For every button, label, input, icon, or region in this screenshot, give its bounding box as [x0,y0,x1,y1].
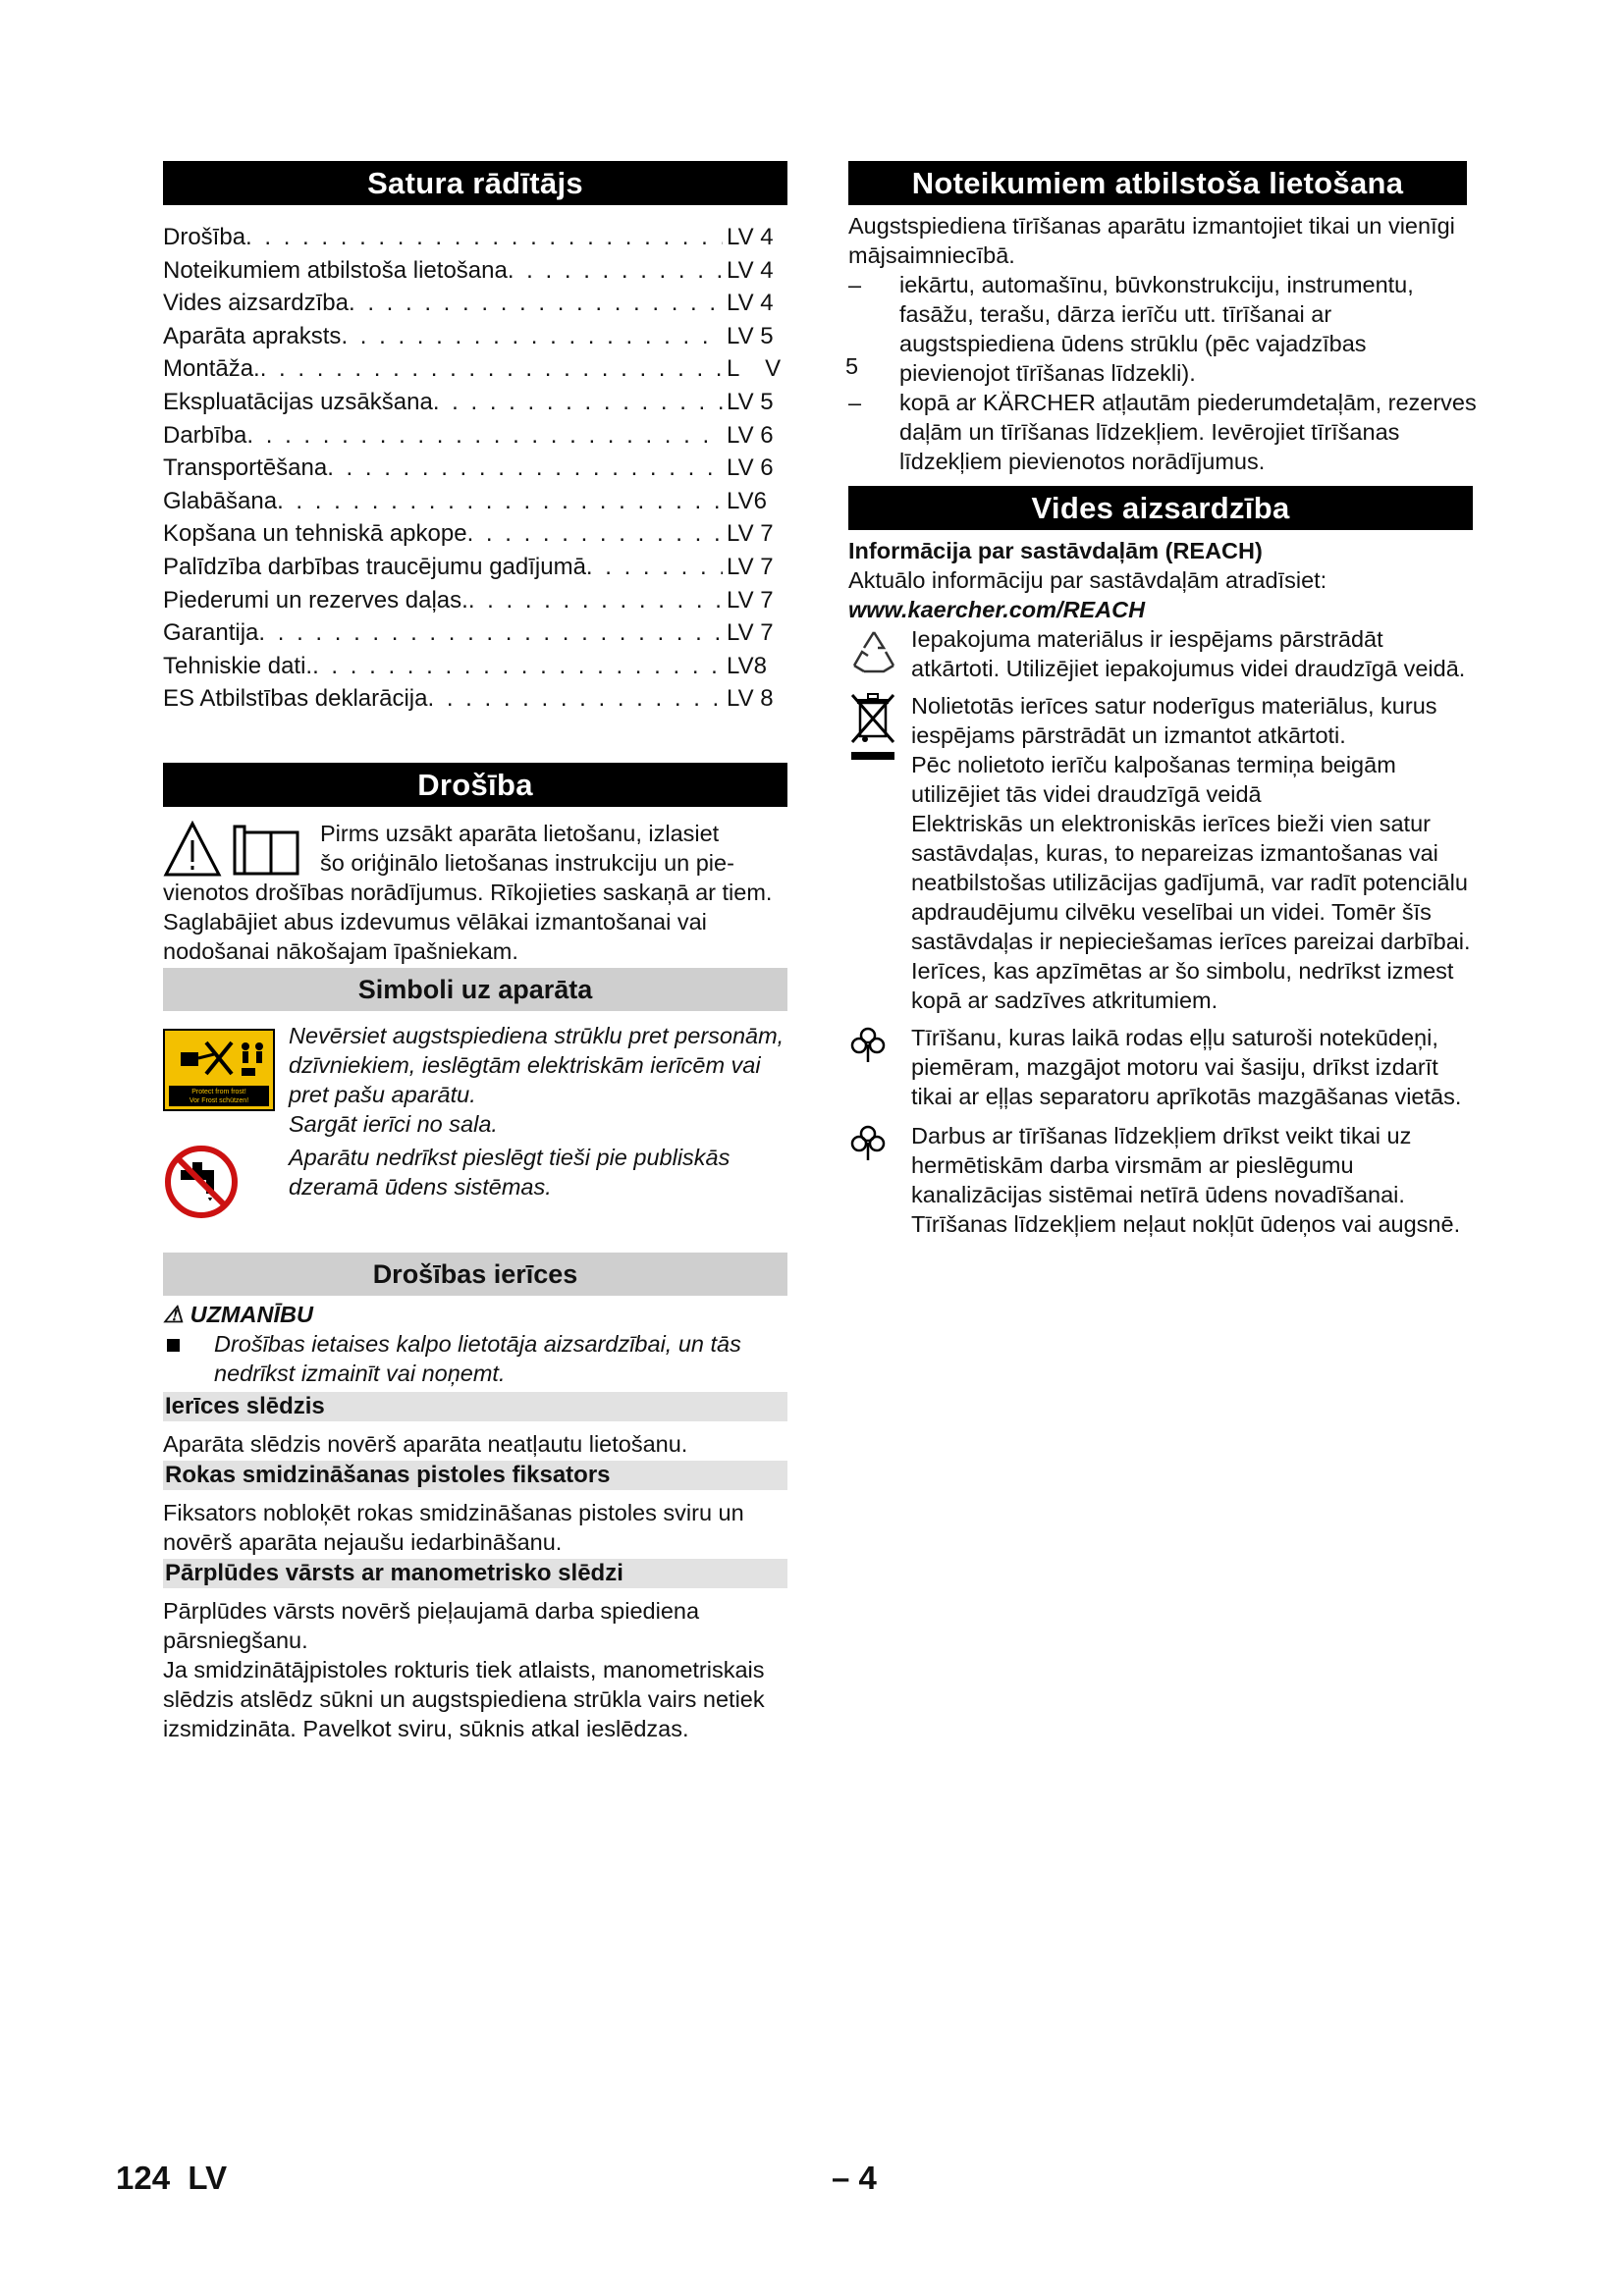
toc-entry-page: LV 4 [727,290,774,317]
crossed-bin-icon [848,691,899,769]
footer-page-number: – 4 [832,2160,877,2196]
toc-entry [163,386,787,419]
weee-note [848,691,1477,1015]
caution-item [163,1329,787,1388]
bullet-square-icon [163,1329,214,1388]
weee-text-1: Nolietotās ierīces satur noderīgus materiālus, kurus iespējams pārstrādāt un izmantot atkārtoti. [911,693,1437,748]
toc-entry [163,485,787,518]
gun-lock-text: Fiksators nobloķēt rokas smidzināšanas pistoles sviru un novērš aparāta nejaušu iedarbināšanu. [163,1499,744,1555]
detergent-note [848,1121,1477,1239]
overflow-valve-text-1: Pārplūdes vārsts novērš pieļaujamā darba spiediena pārsniegšanu. [163,1597,700,1653]
device-switch-heading: Ierīces slēdzis [163,1392,787,1421]
dash-marker: – [848,390,862,415]
safety-heading: Drošība [163,763,787,807]
overflow-valve-heading: Pārplūdes vārsts ar manometrisko slēdzi [163,1559,787,1588]
no-drinking-water-connection-icon [163,1143,242,1226]
toc-entry-title: Transportēšana [163,454,328,482]
toc-heading: Satura rādītājs [163,161,787,205]
safety-intro [163,819,787,966]
toc-entry-page: LV8 [727,652,767,679]
usage-item-2-text: kopā ar KÄRCHER atļautām piederumdetaļām, rezerves daļām un tīrīšanas līdzekļiem. Ievērojiet tīrīšanas līdzekļiem pievienotos norādījumus. [899,390,1477,474]
usage-item-1 [848,270,1477,388]
toc-entry [163,287,787,320]
toc-entry [163,584,787,617]
toc-entry-page: L V [727,355,782,383]
reach-text: Aktuālo informāciju par sastāvdaļām atradīsiet: [848,567,1327,593]
toc-leader-dots [433,386,723,419]
weee-text-3: Elektriskās un elektroniskās ierīces bieži vien satur sastāvdaļas, kuras, to nepareizas izmantošanas vai neatbilstošas utilizācijas gadījumā, var radīt potenciālu apdraudējumu cilvēku veselībai un videi. Tomēr šīs sastāvdaļas ir nepieciešamas ierīces pareizai darbībai. Ierīces, kas apzīmētas ar šo simbolu, nedrīkst izmest kopā ar sadzīves atkritumiem. [911,811,1471,1013]
recycle-note [848,624,1477,683]
usage-margin-mark: 5 [845,353,859,379]
toc-entry-page: LV 7 [727,553,774,580]
toc-entry-title: Kopšana un tehniskā apkope [163,520,467,548]
toc-entry [163,254,787,288]
toc-entry [163,320,787,353]
left-column [163,161,787,1743]
oil-text: Tīrīšanu, kuras laikā rodas eļļu saturoši notekūdeņi, piemēram, mazgājot motoru vai šasiju, drīkst izdarīt tikai ar eļļas separatoru aprīkotās mazgāšanas vietās. [911,1025,1462,1109]
toc-list [163,221,787,716]
toc-entry [163,650,787,683]
toc-leader-dots [468,584,723,617]
toc-leader-dots [586,551,723,584]
toc-leader-dots [245,221,723,254]
toc-entry-title: ES Atbilstības deklarācija [163,685,428,713]
usage-item-2 [848,388,1477,476]
toc-entry-title: Glabāšana [163,487,278,514]
toc-leader-dots [427,682,723,716]
toc-leader-dots [341,320,723,353]
toc-entry-title: Noteikumiem atbilstoša lietošana [163,256,508,284]
toc-entry [163,551,787,584]
toc-entry-page: LV 8 [727,685,774,713]
detergent-text: Darbus ar tīrīšanas līdzekļiem drīkst veikt tikai uz hermētiskām darba virsmām ar pieslēgumu kanalizācijas sistēmai netīrā ūdens novadīšanai. Tīrīšanas līdzekļiem neļaut nokļūt ūdeņos vai augsnē. [911,1123,1461,1237]
right-column [845,161,1477,1239]
toc-entry-page: LV 5 [727,388,774,415]
weee-text-2: Pēc nolietoto ierīču kalpošanas termiņa beigām utilizējiet tās videi draudzīgā veidā [911,752,1396,807]
usage-item-1-text: iekārtu, automašīnu, būvkonstrukciju, instrumentu, fasāžu, terašu, dārza ierīču utt. tīrīšanai ar augstspiediena ūdens strūklu (pēc vajadzības pievienojot tīrīšanas līdzekli). [899,272,1414,386]
toc-leader-dots [246,419,723,453]
toc-entry-page: LV 7 [727,619,774,647]
toc-entry [163,352,787,386]
reach-heading: Informācija par sastāvdaļām (REACH) [848,538,1263,563]
recycle-text: Iepakojuma materiālus ir iespējams pārstrādāt atkārtoti. Utilizējiet iepakojumus videi draudzīgā veidā. [911,626,1466,681]
caution-text: Drošības ietaises kalpo lietotāja aizsardzībai, un tās nedrīkst izmainīt vai noņemt. [214,1330,741,1386]
toc-entry-title: Vides aizsardzība [163,290,349,317]
toc-entry-page: LV 7 [727,520,774,548]
toc-leader-dots [277,485,723,518]
toc-entry-page: LV 4 [727,256,774,284]
caution-line [163,1300,787,1329]
toc-leader-dots [327,452,723,485]
toc-leader-dots [312,650,723,683]
toc-leader-dots [260,352,723,386]
toc-entry-title: Piederumi un rezerves daļas. [163,586,468,614]
toc-entry-page: LV 7 [727,586,774,614]
toc-entry-title: Montāža. [163,355,260,383]
symbol-2 [163,1143,787,1221]
toc-entry-title: Tehniskie dati. [163,652,313,679]
symbol-1-text: Nevērsiet augstspiediena strūklu pret personām, dzīvniekiem, ieslēgtām elektriskām ierīcēm vai pret pašu aparātu. [289,1022,785,1107]
toc-entry [163,517,787,551]
frost-label-1: Protect from frost! [191,1088,246,1095]
toc-entry-page: LV 5 [727,322,774,349]
toc-entry [163,616,787,650]
environment-heading: Vides aizsardzība [848,486,1473,530]
caution-label: UZMANĪBU [189,1301,313,1327]
toc-leader-dots [467,517,723,551]
oil-note [848,1023,1477,1111]
environment-tree-icon [850,1123,886,1169]
reach-url: www.kaercher.com/REACH [848,597,1146,622]
symbol-1 [163,1021,787,1139]
toc-entry-title: Darbība [163,421,247,449]
symbols-heading: Simboli uz aparāta [163,968,787,1011]
usage-heading: Noteikumiem atbilstoša lietošana [848,161,1467,205]
safety-devices-heading: Drošības ierīces [163,1253,787,1296]
no-spray-frost-icon [163,1029,275,1116]
environment-tree-icon [850,1025,886,1071]
toc-entry-page: LV 4 [727,224,774,250]
toc-entry [163,419,787,453]
safety-intro-line2: šo oriģinālo lietošanas instrukciju un pie- [320,849,734,876]
footer-page-code: 124 LV [116,2160,228,2196]
toc-entry-page: LV 6 [727,454,774,482]
caution-triangle-icon: ⚠ [163,1301,185,1327]
device-switch-text: Aparāta slēdzis novērš aparāta neatļautu lietošanu. [163,1430,688,1457]
toc-leader-dots [349,287,723,320]
toc-leader-dots [508,254,723,288]
recycle-icon [848,626,899,684]
warning-manual-icon [163,821,310,884]
toc-entry-page: LV6 [727,487,767,514]
usage-intro: Augstspiediena tīrīšanas aparātu izmantojiet tikai un vienīgi mājsaimniecībā. [848,213,1455,268]
safety-intro-line1: Pirms uzsākt aparāta lietošanu, izlasiet [320,820,720,846]
toc-entry-title: Ekspluatācijas uzsākšana [163,388,433,415]
toc-entry-title: Palīdzība darbības traucējumu gadījumā [163,553,586,580]
toc-leader-dots [258,616,723,650]
toc-entry-page: LV 6 [727,421,774,449]
toc-entry-title: Garantija [163,619,259,647]
frost-label-2: Vor Frost schützen! [189,1096,249,1104]
dash-marker: – [848,272,862,297]
safety-intro-rest: vienotos drošības norādījumus. Rīkojieties saskaņā ar tiem. Saglabājiet abus izdevumus vēlākai izmantošanai vai nodošanai nākošajam īpašniekam. [163,879,773,964]
symbol-2-text: Aparātu nedrīkst pieslēgt tieši pie publiskās dzeramā ūdens sistēmas. [289,1144,731,1200]
toc-entry [163,682,787,716]
toc-entry-title: Aparāta apraksts [163,322,342,349]
toc-entry-title: Drošība [163,224,246,250]
toc-entry [163,452,787,485]
symbol-1-note: Sargāt ierīci no sala. [289,1110,498,1137]
gun-lock-heading: Rokas smidzināšanas pistoles fiksators [163,1461,787,1490]
overflow-valve-text-2: Ja smidzinātājpistoles rokturis tiek atlaists, manometriskais slēdzis atslēdz sūkni un augstspiediena strūkla vairs netiek izsmidzināta. Pavelkot sviru, sūknis atkal ieslēdzas. [163,1656,765,1741]
toc-entry [163,221,787,254]
